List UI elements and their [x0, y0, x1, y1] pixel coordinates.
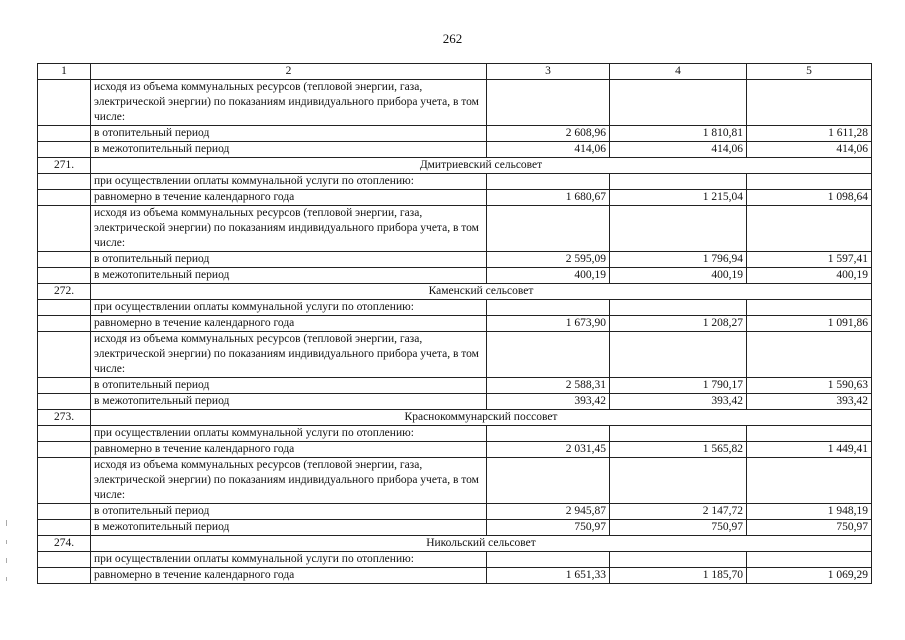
value-col-3: 393,42: [487, 394, 610, 410]
value-col-4: 1 565,82: [610, 442, 747, 458]
row-label: в отопительный период: [91, 378, 487, 394]
row-description: исходя из объема коммунальных ресурсов (тепловой энергии, газа, электрической энергии) по показаниям индивидуального прибора учета, в том числе:: [91, 332, 487, 378]
value-cell-empty: [487, 300, 610, 316]
region-row: [38, 536, 872, 552]
value-col-3: 414,06: [487, 142, 610, 158]
value-col-5: 1 069,29: [747, 568, 872, 584]
value-col-4: 393,42: [610, 394, 747, 410]
index-cell-empty: [38, 80, 91, 126]
region-name: Краснокоммунарский поссовет: [91, 410, 872, 426]
description-row: [38, 300, 872, 316]
region-index: 271.: [38, 158, 91, 174]
value-cell-empty: [610, 458, 747, 504]
value-col-3: 2 595,09: [487, 252, 610, 268]
value-col-5: 750,97: [747, 520, 872, 536]
index-cell-empty: [38, 568, 91, 584]
region-row: [38, 284, 872, 300]
value-col-4: 1 810,81: [610, 126, 747, 142]
region-name: Никольский сельсовет: [91, 536, 872, 552]
table-row: [38, 142, 872, 158]
value-col-3: 1 651,33: [487, 568, 610, 584]
value-col-5: 1 948,19: [747, 504, 872, 520]
index-cell-empty: [38, 426, 91, 442]
index-cell-empty: [38, 552, 91, 568]
region-row: [38, 410, 872, 426]
table-row: [38, 520, 872, 536]
value-cell-empty: [487, 80, 610, 126]
index-cell-empty: [38, 206, 91, 252]
table-row: [38, 316, 872, 332]
table-row: [38, 252, 872, 268]
region-index: 272.: [38, 284, 91, 300]
row-label: в межотопительный период: [91, 268, 487, 284]
value-col-3: 2 608,96: [487, 126, 610, 142]
value-col-3: 1 680,67: [487, 190, 610, 206]
row-description: исходя из объема коммунальных ресурсов (тепловой энергии, газа, электрической энергии) по показаниям индивидуального прибора учета, в том числе:: [91, 206, 487, 252]
row-label: равномерно в течение календарного года: [91, 190, 487, 206]
value-cell-empty: [747, 332, 872, 378]
value-col-3: 400,19: [487, 268, 610, 284]
value-col-4: 1 215,04: [610, 190, 747, 206]
value-col-5: 1 098,64: [747, 190, 872, 206]
index-cell-empty: [38, 300, 91, 316]
index-cell-empty: [38, 126, 91, 142]
table-row: [38, 268, 872, 284]
row-label: в межотопительный период: [91, 520, 487, 536]
table-header-row: [38, 64, 872, 80]
value-cell-empty: [747, 174, 872, 190]
value-cell-empty: [747, 300, 872, 316]
value-col-5: 1 611,28: [747, 126, 872, 142]
value-col-4: 2 147,72: [610, 504, 747, 520]
row-description: при осуществлении оплаты коммунальной услуги по отоплению:: [91, 300, 487, 316]
region-name: Дмитриевский сельсовет: [91, 158, 872, 174]
value-col-5: 393,42: [747, 394, 872, 410]
table-row: [38, 394, 872, 410]
description-row: [38, 332, 872, 378]
value-cell-empty: [487, 174, 610, 190]
margin-scan-marks: [6, 520, 10, 595]
description-row: [38, 206, 872, 252]
row-label: в отопительный период: [91, 504, 487, 520]
index-cell-empty: [38, 316, 91, 332]
value-cell-empty: [747, 80, 872, 126]
value-cell-empty: [747, 206, 872, 252]
value-col-3: 750,97: [487, 520, 610, 536]
row-label: равномерно в течение календарного года: [91, 442, 487, 458]
value-cell-empty: [487, 206, 610, 252]
value-col-5: 1 590,63: [747, 378, 872, 394]
value-cell-empty: [487, 552, 610, 568]
description-row: [38, 552, 872, 568]
table-row: [38, 504, 872, 520]
index-cell-empty: [38, 332, 91, 378]
region-index: 273.: [38, 410, 91, 426]
value-cell-empty: [610, 80, 747, 126]
index-cell-empty: [38, 268, 91, 284]
row-description: при осуществлении оплаты коммунальной услуги по отоплению:: [91, 426, 487, 442]
value-cell-empty: [747, 552, 872, 568]
table-row: [38, 442, 872, 458]
index-cell-empty: [38, 378, 91, 394]
description-row: [38, 458, 872, 504]
description-row: [38, 80, 872, 126]
value-cell-empty: [487, 458, 610, 504]
value-col-5: 1 091,86: [747, 316, 872, 332]
value-cell-empty: [610, 300, 747, 316]
value-col-4: 400,19: [610, 268, 747, 284]
value-col-3: 2 945,87: [487, 504, 610, 520]
value-cell-empty: [747, 426, 872, 442]
value-cell-empty: [487, 426, 610, 442]
index-cell-empty: [38, 174, 91, 190]
row-label: в межотопительный период: [91, 142, 487, 158]
table-row: [38, 126, 872, 142]
value-col-4: 1 790,17: [610, 378, 747, 394]
column-header: 4: [610, 64, 747, 80]
value-col-4: 1 208,27: [610, 316, 747, 332]
value-col-5: 414,06: [747, 142, 872, 158]
row-label: равномерно в течение календарного года: [91, 568, 487, 584]
value-col-3: 2 031,45: [487, 442, 610, 458]
index-cell-empty: [38, 458, 91, 504]
value-col-4: 414,06: [610, 142, 747, 158]
index-cell-empty: [38, 520, 91, 536]
index-cell-empty: [38, 190, 91, 206]
row-label: в межотопительный период: [91, 394, 487, 410]
index-cell-empty: [38, 394, 91, 410]
row-description: при осуществлении оплаты коммунальной услуги по отоплению:: [91, 552, 487, 568]
value-cell-empty: [610, 332, 747, 378]
value-col-4: 1 796,94: [610, 252, 747, 268]
description-row: [38, 174, 872, 190]
row-label: в отопительный период: [91, 126, 487, 142]
table-row: [38, 190, 872, 206]
column-header: 1: [38, 64, 91, 80]
value-col-3: 1 673,90: [487, 316, 610, 332]
value-cell-empty: [610, 174, 747, 190]
value-cell-empty: [610, 426, 747, 442]
value-cell-empty: [487, 332, 610, 378]
value-col-5: 1 449,41: [747, 442, 872, 458]
value-cell-empty: [747, 458, 872, 504]
row-description: исходя из объема коммунальных ресурсов (тепловой энергии, газа, электрической энергии) по показаниям индивидуального прибора учета, в том числе:: [91, 458, 487, 504]
index-cell-empty: [38, 442, 91, 458]
table-row: [38, 378, 872, 394]
value-cell-empty: [610, 552, 747, 568]
row-description: исходя из объема коммунальных ресурсов (тепловой энергии, газа, электрической энергии) по показаниям индивидуального прибора учета, в том числе:: [91, 80, 487, 126]
tariff-table-body: [38, 64, 872, 584]
column-header: 2: [91, 64, 487, 80]
table-row: [38, 568, 872, 584]
region-name: Каменский сельсовет: [91, 284, 872, 300]
row-label: в отопительный период: [91, 252, 487, 268]
row-description: при осуществлении оплаты коммунальной услуги по отоплению:: [91, 174, 487, 190]
tariff-table: [37, 63, 872, 584]
value-col-3: 2 588,31: [487, 378, 610, 394]
value-col-5: 1 597,41: [747, 252, 872, 268]
value-cell-empty: [610, 206, 747, 252]
page-number: 262: [442, 31, 463, 46]
value-col-5: 400,19: [747, 268, 872, 284]
description-row: [38, 426, 872, 442]
column-header: 5: [747, 64, 872, 80]
index-cell-empty: [38, 504, 91, 520]
value-col-4: 1 185,70: [610, 568, 747, 584]
index-cell-empty: [38, 142, 91, 158]
column-header: 3: [487, 64, 610, 80]
row-label: равномерно в течение календарного года: [91, 316, 487, 332]
index-cell-empty: [38, 252, 91, 268]
region-row: [38, 158, 872, 174]
region-index: 274.: [38, 536, 91, 552]
value-col-4: 750,97: [610, 520, 747, 536]
